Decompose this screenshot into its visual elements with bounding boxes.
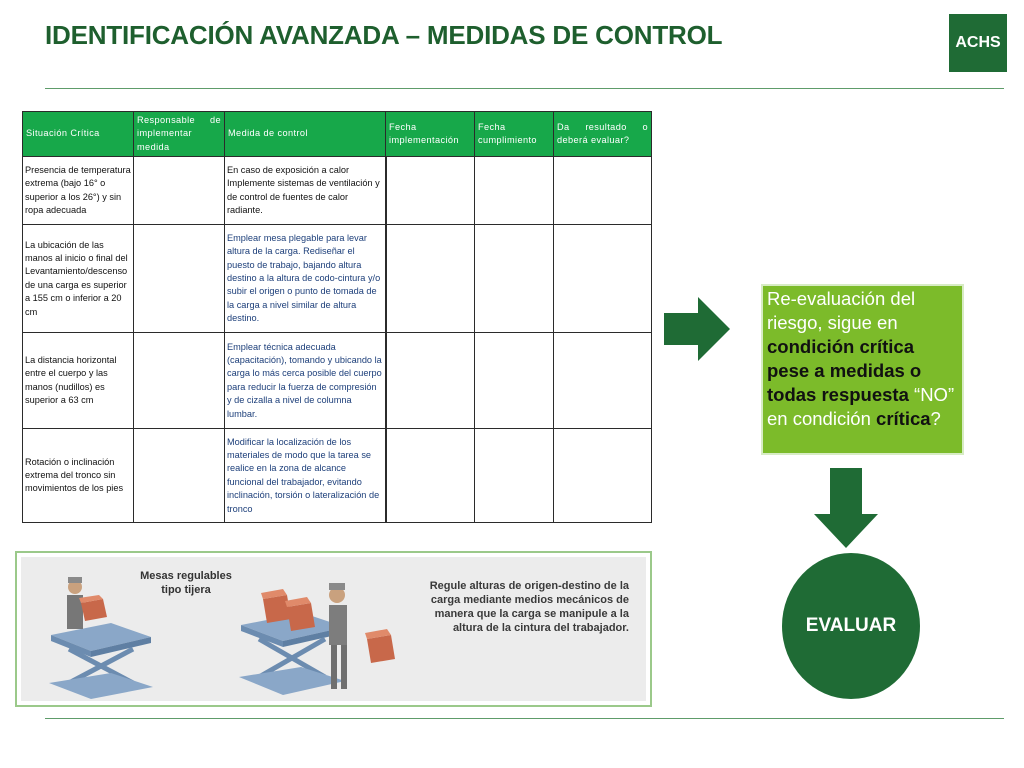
column-header-fecha-implementacion: Fecha implementación xyxy=(386,112,475,157)
bottom-divider xyxy=(45,718,1004,719)
table-row xyxy=(23,333,652,429)
illustration-background xyxy=(21,557,646,701)
cell-resultado xyxy=(554,225,652,333)
cell-fecha-implementacion xyxy=(386,225,475,333)
cell-responsable xyxy=(134,429,225,523)
illustration-panel xyxy=(15,551,652,707)
column-header-responsable: Responsable de implementar medida xyxy=(134,112,225,157)
scissor-lift-worker-left-illustration xyxy=(41,565,161,705)
table-header-row xyxy=(23,112,652,157)
reevaluation-bold-2: crítica xyxy=(876,408,931,429)
column-header-situacion: Situación Crítica xyxy=(23,112,134,157)
cell-fecha-cumplimiento xyxy=(475,429,554,523)
reevaluation-text-1: Re-evaluación del riesgo, sigue en xyxy=(767,288,916,333)
cell-fecha-implementacion xyxy=(386,157,475,225)
cell-fecha-cumplimiento xyxy=(475,225,554,333)
cell-situacion: La ubicación de las manos al inicio o final del Levantamiento/descenso de una carga es superior a 155 cm o inferior a 20 cm xyxy=(23,225,134,333)
cell-medida: Emplear técnica adecuada (capacitación), tomando y ubicando la carga lo más cerca posible del cuerpo para reducir la fuerza de compresión y de cizalla a nivel de columna lumbar. xyxy=(225,333,386,429)
table-row xyxy=(23,225,652,333)
cell-situacion: Rotación o inclinación extrema del tronco sin movimientos de los pies xyxy=(23,429,134,523)
page-title: IDENTIFICACIÓN AVANZADA – MEDIDAS DE CONTROL xyxy=(45,20,723,50)
cell-medida: Emplear mesa plegable para levar altura de la carga. Rediseñar el puesto de trabajo, bajando altura destino a la altura de codo-cintura y/o subir el origen o punto de tomada de la carga a nivel similar de altura destino. xyxy=(225,225,386,333)
cell-responsable xyxy=(134,157,225,225)
arrow-right-icon xyxy=(664,297,732,361)
cell-situacion: Presencia de temperatura extrema (bajo 16° o superior a los 26°) y sin ropa adecuada xyxy=(23,157,134,225)
table-row xyxy=(23,157,652,225)
illustration-title: Mesas regulables tipo tijera xyxy=(140,570,232,596)
cell-fecha-cumplimiento xyxy=(475,333,554,429)
cell-responsable xyxy=(134,225,225,333)
cell-fecha-cumplimiento xyxy=(475,157,554,225)
cell-resultado xyxy=(554,429,652,523)
column-header-fecha-cumplimiento: Fecha cumplimiento xyxy=(475,112,554,157)
cell-medida: Modificar la localización de los materiales de modo que la tarea se realice en la zona de alcance funcional del trabajador, evitando inclinación, torsión o lateralización de tronco xyxy=(225,429,386,523)
reevaluation-text-3: ? xyxy=(930,408,941,429)
reevaluation-box xyxy=(761,284,964,455)
cell-fecha-implementacion xyxy=(386,333,475,429)
arrow-down-icon xyxy=(812,468,880,550)
evaluar-circle: EVALUAR xyxy=(782,553,920,699)
cell-responsable xyxy=(134,333,225,429)
top-divider xyxy=(45,88,1004,89)
achs-logo: ACHS xyxy=(949,14,1007,72)
cell-resultado xyxy=(554,333,652,429)
illustration-text: Regule alturas de origen-destino de la carga mediante medios mecánicos de manera que la carga se manipule a la altura de la cintura del trabajador. xyxy=(429,580,629,634)
table-row xyxy=(23,429,652,523)
cell-medida: En caso de exposición a calor Implemente sistemas de ventilación y de control de fuentes de calor radiante. xyxy=(225,157,386,225)
cell-resultado xyxy=(554,157,652,225)
box-icon xyxy=(263,595,291,623)
column-header-medida: Medida de control xyxy=(225,112,386,157)
control-measures-table xyxy=(22,111,652,523)
column-header-resultado: Da resultado o deberá evaluar? xyxy=(554,112,652,157)
cell-situacion: La distancia horizontal entre el cuerpo y las manos (nudillos) es superior a 63 cm xyxy=(23,333,134,429)
reevaluation-text-2: “NO” en condición xyxy=(767,384,955,429)
worker-icon xyxy=(329,605,347,645)
reevaluation-bold-1: condición crítica pese a medidas o todas respuesta xyxy=(767,336,922,405)
cell-fecha-implementacion xyxy=(386,429,475,523)
